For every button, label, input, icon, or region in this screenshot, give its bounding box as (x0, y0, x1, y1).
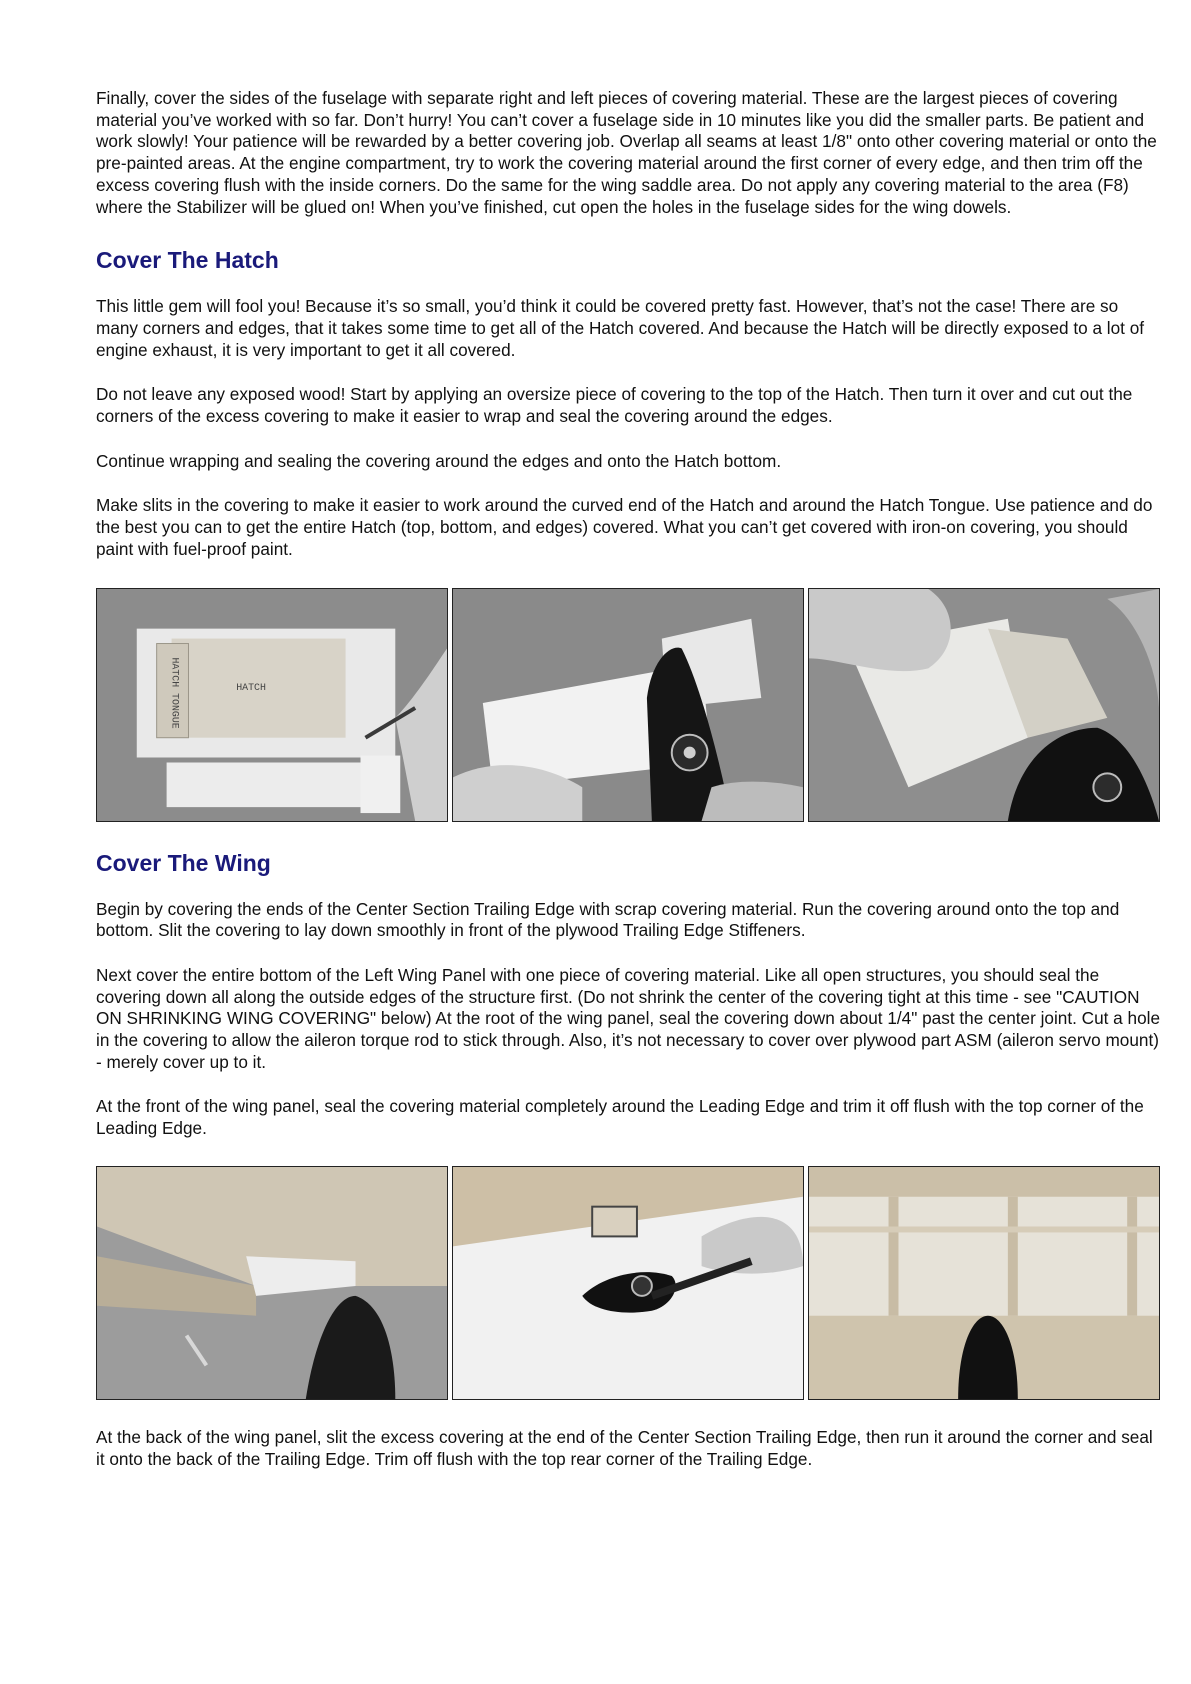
hatch-tongue-label: HATCH TONGUE (169, 657, 181, 729)
trailing-edge-photo (96, 1166, 448, 1400)
wing-structure-photo (808, 1166, 1160, 1400)
wing-final-paragraph: At the back of the wing panel, slit the excess covering at the end of the Center Section Trailing Edge, then run it around the corner and seal it onto the back of the Trailing Edge. Trim off flush with the top rear corner of the Trailing Edge. (96, 1426, 1153, 1469)
hatch-cutting-photo (96, 588, 448, 822)
wing-paragraph-3: At the front of the wing panel, seal the covering material completely around the Leading Edge and trim it off flush with the top corner of the Leading Edge. (96, 1096, 1144, 1139)
document-page (96, 88, 1162, 1470)
hatch-paragraph-4: Make slits in the covering to make it easier to work around the curved end of the Hatch and around the Hatch Tongue. Use patience and do the best you can to get the entire Hatch (top, bottom, and edges) covered. What you can’t get covered with iron-on covering, you should paint with fuel-proof paint. (96, 495, 1153, 559)
hatch-heading: Cover The Hatch (96, 247, 279, 274)
hatch-paragraph-1: This little gem will fool you! Because it’s so small, you’d think it could be covered pretty fast. However, that’s not the case! There are so many corners and edges, that it takes some time to get all of the Hatch covered. And because the Hatch will be directly exposed to a lot of engine exhaust, it is very important to get it all covered. (96, 296, 1145, 360)
hatch-photo-row (96, 588, 1162, 822)
wing-heading: Cover The Wing (96, 849, 271, 876)
hatch-paragraph-3: Continue wrapping and sealing the covering around the edges and onto the Hatch bottom. (96, 450, 782, 471)
wing-photo-row (96, 1166, 1162, 1400)
hatch-paragraph-2: Do not leave any exposed wood! Start by applying an oversize piece of covering to the top of the Hatch. Then turn it over and cut out the corners of the excess covering to make it easier to wrap and seal the covering around the edges. (96, 384, 1133, 427)
wing-paragraph-2: Next cover the entire bottom of the Left Wing Panel with one piece of covering material. Like all open structures, you should seal the covering down all along the outside edges of the structure first. (Do not shrink the center of the covering tight at this time - see "CAUTION ON SHRINKING WING COVERING" below) At the root of the wing panel, seal the covering down about 1/4" past the center joint. Cut a hole in the covering to allow the aileron torque rod to stick through. Also, it’s not necessary to cover over plywood part ASM (aileron servo mount) - merely cover up to it. (96, 964, 1161, 1072)
wing-paragraph-1: Begin by covering the ends of the Center Section Trailing Edge with scrap covering material. Run the covering around onto the top and bottom. Slit the covering to lay down smoothly in front of the plywood Trailing Edge Stiffeners. (96, 898, 1120, 941)
hatch-ironing-photo (452, 588, 804, 822)
intro-paragraph: Finally, cover the sides of the fuselage with separate right and left pieces of covering material. These are the largest pieces of covering material you’ve worked with so far. Don’t hurry! You can’t cover a fuselage side in 10 minutes like you did the smaller parts. Be patient and work slowly! Your patience will be rewarded by a better covering job. Overlap all seams at least 1/8" onto other covering material or onto the pre-painted areas. At the engine compartment, try to work the covering material around the first corner of every edge, and then trim off the excess covering flush with the inside corners. Do the same for the wing saddle area. Do not apply any covering material to the area (F8) where the Stabilizer will be glued on! When you’ve finished, cut open the holes in the fuselage sides for the wing dowels. (96, 88, 1157, 217)
hatch-wrapping-photo (808, 588, 1160, 822)
wing-panel-ironing-photo (452, 1166, 804, 1400)
hatch-label: HATCH (236, 681, 266, 693)
